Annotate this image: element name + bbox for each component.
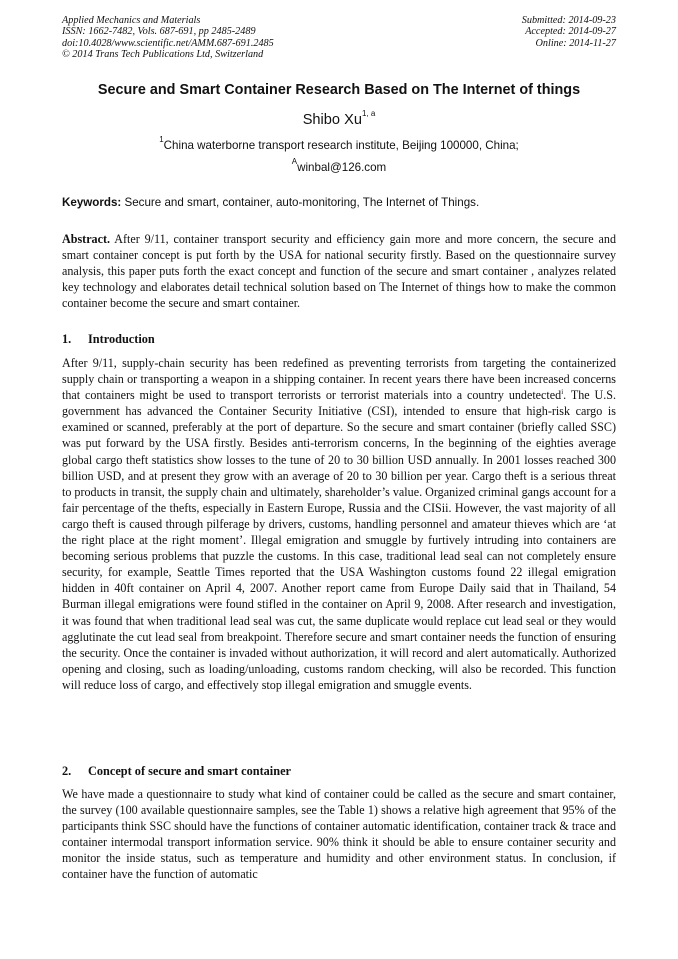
introduction-text-a: After 9/11, supply-chain security has been redefined as preventing terrorists from targeting the containerized supply chain or transporting a weapon in a shipping container. In recent years there have been increased concerns that containers might be used to transport terrorists or terrorist materials into a country undetected [62,356,616,403]
journal-copyright: © 2014 Trans Tech Publications Ltd, Switzerland [62,49,264,61]
section-number: 2. [62,764,72,778]
online-date: Online: 2014-11-27 [535,37,616,49]
affiliation-text: China waterborne transport research institute, Beijing 100000, China; [163,139,519,152]
abstract-label: Abstract. [62,232,111,246]
keywords [62,196,616,209]
journal-name: Applied Mechanics and Materials [62,15,201,26]
keywords-text: Secure and smart, container, auto-monitoring, The Internet of Things. [121,196,480,209]
affiliation-email [0,157,678,174]
affiliation-mark-a: A [291,157,298,167]
keywords-label: Keywords: [62,196,122,209]
abstract-text: After 9/11, container transport security and efficiency gain more and more concern, the secure and smart container concept is put forth by the USA for national security firstly. Based on the questionnaire survey analysis, this paper puts forth the exact concept and function of the secure and smart container , analyzes related key technology and elaborates detail technical solution based on The Internet of things how to make the common container become the secure and smart container. [62,232,616,311]
author-email[interactable]: winbal@126.com [297,161,387,174]
affiliation-mark-1: 1 [159,135,164,145]
affiliation-institution [0,135,678,152]
paper-title: Secure and Smart Container Research Based on The Internet of things [97,82,581,98]
accepted-date: Accepted: 2014-09-27 [525,26,616,38]
author-affiliation-mark: 1, a [361,109,376,119]
introduction-body [62,355,616,693]
concept-text: We have made a questionnaire to study what kind of container could be called as the secure and smart container, the survey (100 available questionnaire samples, see the Table 1) shows a relative high agreement that 95% of the participants think SSC should have the functions of container automatic identification, container track & trace and container intermodal transport information service. 90% think it should be able to ensure container security and monitor the inside status, such as temperature and humidity and other environment status. In conclusion, if container have the function of automatic [62,787,616,882]
submission-dates [522,15,616,49]
section-heading-introduction [62,332,155,347]
journal-doi[interactable]: doi:10.4028/www.scientific.net/AMM.687-691.2485 [62,37,274,49]
author-name: Shibo Xu [302,112,362,128]
author-line [0,109,678,128]
reference-marker[interactable]: i [561,388,564,397]
abstract [62,231,616,311]
concept-body [62,786,616,883]
section-title: Concept of secure and smart container [88,764,291,778]
section-heading-concept [62,764,291,779]
section-number: 1. [62,332,72,346]
journal-issn: ISSN: 1662-7482, Vols. 687-691, pp 2485-2489 [62,26,256,38]
journal-info [62,15,274,61]
submitted-date: Submitted: 2014-09-23 [521,15,616,26]
section-title: Introduction [88,332,155,346]
introduction-text-b: . The U.S. government has advanced the Container Security Initiative (CSI), intended to ensure that high-risk cargo is examined or scanned, preferably at the port of departure. So the secure and smart container (briefly called SSC) was put forward by the USA firstly. Besides anti-terrorism concerns, In the beginning of the eighties average global cargo theft statistics show losses to the tune of 20 to 30 billion USD annually. In 2001 losses reached 300 billion USD, and at present they grow with an average of 20 to 30 billion per year. Cargo theft is a serious threat to products in transit, the supply chain and ultimately, shareholder’s value. Organized criminal gangs account for a fair percentage of the thefts, especially in Eastern Europe, Russia and the CISii. However, the vast majority of all cargo theft is caused through pilferage by drivers, customs, handling personnel and amateur thieves which are ‘at the right place at the right moment’. Illegal emigration and smuggle by furtively intruding into containers are becoming serious problems that puzzle the customs. In this case, traditional lead seal can not completely ensure security, for example, Seattle Times reported that the USA Washington customs found 22 illegal emigration hidden in 40ft container on April 4, 2007. Another report came from Europe Daily said that in Thailand, 54 Burman illegal emigrations were found stifled in the container on April 9, 2008. After research and investigation, it was found that when traditional lead seal was cut, the same duplicate would replace cut lead seal or they would agglutinate the cut lead seal from breakpoint. Therefore secure and smart container needs the function of ensuring the security. Once the container is invaded without authorization, it will record and alert automatically. Authorized opening and closing, such as loading/unloading, customs random checking, will also be recorded. This function will reduce loss of cargo, and effectively stop illegal emigration and smuggle events. [62,388,616,692]
